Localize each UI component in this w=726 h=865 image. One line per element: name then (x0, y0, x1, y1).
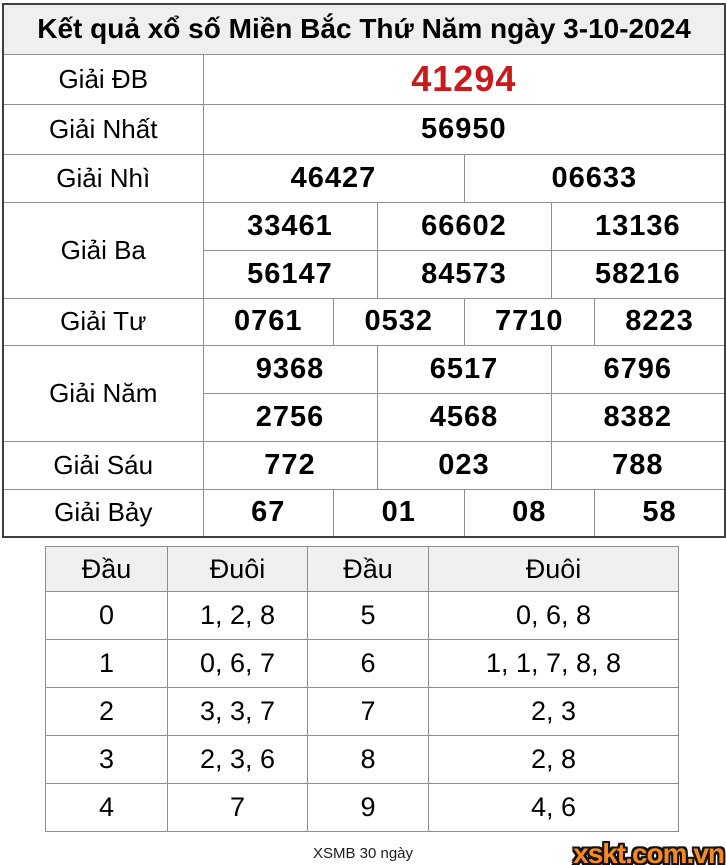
tail-cell: 3, 3, 7 (168, 688, 308, 736)
tail-cell: 1, 2, 8 (168, 592, 308, 640)
prize-label-sixth: Giải Sáu (3, 441, 203, 489)
page-title: Kết quả xổ số Miền Bắc Thứ Năm ngày 3-10-2024 (3, 4, 725, 54)
tail-cell: 2, 3, 6 (168, 736, 308, 784)
head-cell: 0 (46, 592, 168, 640)
tail-cell: 2, 3 (429, 688, 679, 736)
prize-row-fifth-line1 (3, 345, 725, 393)
prize-number: 0532 (334, 298, 465, 345)
lottery-results-page (0, 3, 726, 865)
prize-row-third-line1 (3, 202, 725, 250)
prize-number: 0761 (203, 298, 334, 345)
prize-row-sixth (3, 441, 725, 489)
prize-number: 01 (334, 489, 465, 537)
column-header-tail-2: Đuôi (429, 547, 679, 592)
head-cell: 9 (308, 784, 429, 832)
prize-number: 7710 (464, 298, 595, 345)
tail-cell: 4, 6 (429, 784, 679, 832)
table-row (46, 592, 679, 640)
prize-number: 67 (203, 489, 334, 537)
prize-number: 06633 (464, 154, 725, 202)
head-cell: 4 (46, 784, 168, 832)
prize-number: 788 (551, 441, 725, 489)
prize-number: 6796 (551, 345, 725, 393)
xsmb-30-days-link[interactable]: XSMB 30 ngày (312, 845, 414, 862)
column-header-head-1: Đầu (46, 547, 168, 592)
prize-label-seventh: Giải Bảy (3, 489, 203, 537)
prize-number: 2756 (203, 393, 377, 441)
table-row (46, 736, 679, 784)
prize-number: 84573 (377, 250, 551, 298)
prize-label-third: Giải Ba (3, 202, 203, 298)
prize-number: 772 (203, 441, 377, 489)
column-header-tail-1: Đuôi (168, 547, 308, 592)
prize-label-special: Giải ĐB (3, 54, 203, 104)
prize-label-second: Giải Nhì (3, 154, 203, 202)
prize-row-second (3, 154, 725, 202)
tail-cell: 0, 6, 7 (168, 640, 308, 688)
head-cell: 2 (46, 688, 168, 736)
prize-number: 66602 (377, 202, 551, 250)
head-tail-table (45, 546, 679, 832)
footer (0, 838, 726, 865)
prize-number: 56147 (203, 250, 377, 298)
prize-results-table (2, 3, 726, 538)
prize-row-special (3, 54, 725, 104)
prize-row-seventh (3, 489, 725, 537)
head-cell: 1 (46, 640, 168, 688)
prize-row-fourth (3, 298, 725, 345)
prize-number: 6517 (377, 345, 551, 393)
prize-number: 46427 (203, 154, 464, 202)
xskt-brand-logo[interactable]: xskt.com.vn (573, 838, 724, 865)
head-cell: 5 (308, 592, 429, 640)
prize-number: 9368 (203, 345, 377, 393)
head-cell: 6 (308, 640, 429, 688)
special-prize-number: 41294 (203, 54, 725, 104)
prize-label-fifth: Giải Năm (3, 345, 203, 441)
prize-number: 4568 (377, 393, 551, 441)
prize-label-first: Giải Nhất (3, 104, 203, 154)
tail-cell: 0, 6, 8 (429, 592, 679, 640)
prize-row-first (3, 104, 725, 154)
prize-number: 13136 (551, 202, 725, 250)
table-row (46, 640, 679, 688)
tail-cell: 2, 8 (429, 736, 679, 784)
table-row (46, 784, 679, 832)
prize-number: 56950 (203, 104, 725, 154)
table-row (46, 688, 679, 736)
prize-number: 33461 (203, 202, 377, 250)
prize-number: 08 (464, 489, 595, 537)
head-cell: 3 (46, 736, 168, 784)
prize-label-fourth: Giải Tư (3, 298, 203, 345)
tail-cell: 7 (168, 784, 308, 832)
head-cell: 8 (308, 736, 429, 784)
tail-cell: 1, 1, 7, 8, 8 (429, 640, 679, 688)
prize-number: 8382 (551, 393, 725, 441)
prize-number: 58 (595, 489, 726, 537)
prize-number: 58216 (551, 250, 725, 298)
column-header-head-2: Đầu (308, 547, 429, 592)
head-tail-header-row (46, 547, 679, 592)
prize-number: 023 (377, 441, 551, 489)
prize-number: 8223 (595, 298, 726, 345)
head-cell: 7 (308, 688, 429, 736)
